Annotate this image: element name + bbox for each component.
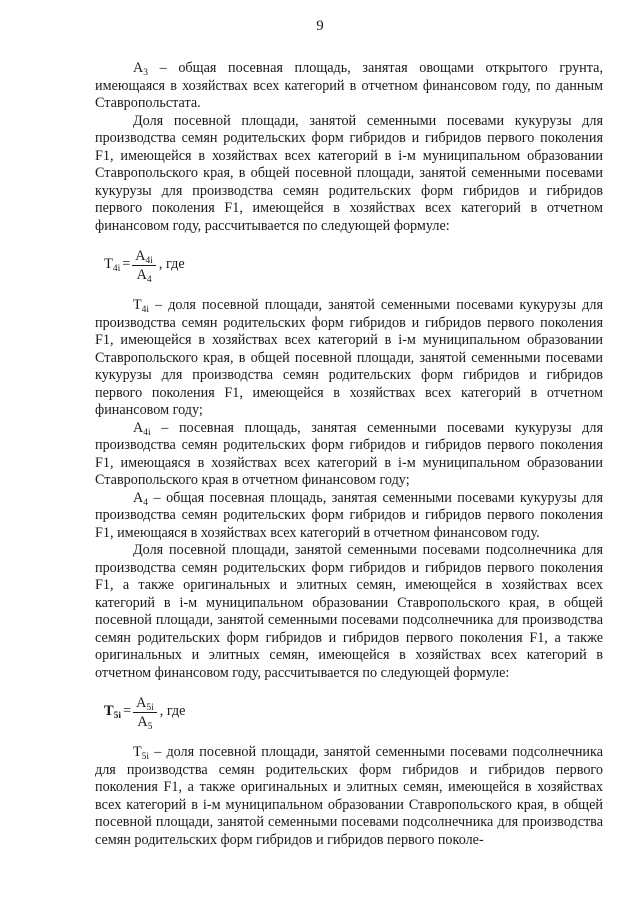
variable-symbol: A: [133, 419, 144, 436]
formula-equals: =: [122, 256, 131, 273]
formula-equals: =: [123, 703, 132, 720]
paragraph: [95, 113, 603, 236]
paragraph: [95, 297, 603, 420]
paragraph-text: – посевная площадь, занятая семенными посевами кукурузы для производства семян родительских форм гибридов и гибридов первого поколения F1, имеющаяся в хозяйствах всех категорий в i-м муниципальном образовании Ставропольского края в отчетном финансовом году;: [95, 419, 603, 488]
numerator-symbol: A: [136, 694, 147, 711]
formula-lhs-symbol: T: [104, 256, 113, 273]
formula-numerator: [133, 695, 157, 713]
formula-numerator: [132, 248, 156, 266]
formula: [95, 241, 603, 289]
formula-lhs: [104, 256, 120, 274]
formula-lhs-subscript: 4i: [112, 264, 121, 275]
formula-lhs: [104, 703, 121, 721]
paragraph-text: – общая посевная площадь, занятая овощами открытого грунта, имеющаяся в хозяйствах всех категорий в отчетном финансовом году, по данным Ставропольстата.: [95, 60, 603, 111]
paragraph: [95, 744, 603, 849]
variable-subscript: 4i: [143, 427, 151, 438]
variable-symbol: A: [133, 489, 144, 506]
formula-denominator: [137, 266, 152, 283]
numerator-symbol: A: [135, 247, 146, 264]
paragraph-text: Доля посевной площади, занятой семенными посевами подсолнечника для производства семян родительских форм гибридов и гибридов первого поколения F1, а также оригинальных и элитных семян, имеющейся в хозяйствах всех категорий в i-м муниципальном образовании Ставропольского края, в общей посевной площади, занятой семенными посевами подсолнечника для производства семян родительских форм гибридов и гибридов первого поколения F1, а также оригинальных и элитных семян, имеющейся в хозяйствах всех категорий в отчетном финансовом году, рассчитывается по следующей формуле:: [95, 542, 603, 681]
variable-subscript: 4i: [141, 305, 150, 315]
denominator-symbol: A: [136, 266, 147, 283]
formula-tail: , где: [159, 703, 186, 720]
formula-lhs-symbol: T: [104, 703, 114, 720]
paragraph-text: – общая посевная площадь, занятая семенными посевами кукурузы для производства семян родительских форм гибридов и гибридов первого поколения F1, имеющаяся в хозяйствах всех категорий в отчетном финансовом году.: [95, 489, 603, 541]
variable-subscript: 3: [143, 68, 148, 78]
variable-symbol: A: [133, 60, 144, 76]
formula-denominator: [137, 713, 152, 730]
numerator-subscript: 4i: [145, 255, 153, 266]
denominator-subscript: 4: [146, 274, 152, 285]
paragraph: [95, 490, 603, 543]
document-body: [95, 60, 603, 849]
formula-fraction: [132, 248, 156, 283]
page-number: 9: [316, 18, 324, 34]
formula-fraction: [133, 695, 157, 730]
numerator-subscript: 5i: [146, 702, 154, 713]
variable-subscript: 5i: [141, 752, 150, 762]
formula: [95, 688, 603, 736]
paragraph: [95, 420, 603, 490]
denominator-symbol: A: [137, 713, 148, 730]
paragraph-text: Доля посевной площади, занятой семенными посевами кукурузы для производства семян родительских форм гибридов и гибридов первого поколения F1, имеющейся в хозяйствах всех категорий в i-м муниципальном образовании Ставропольского края, в общей посевной площади, занятой семенными посевами кукурузы для производства семян родительских форм гибридов и гибридов первого поколения F1, имеющейся в хозяйствах всех категорий в отчетном финансовом году, рассчитывается по следующей формуле:: [95, 112, 603, 234]
variable-symbol: T: [133, 744, 142, 760]
paragraph: [95, 60, 603, 113]
denominator-subscript: 5: [147, 721, 153, 732]
paragraph-text: – доля посевной площади, занятой семенными посевами подсолнечника для производства семян родительских форм гибридов и гибридов первого поколения F1, а также оригинальных и элитных семян, имеющейся в хозяйствах всех категорий в i-м муниципальном образовании Ставропольского края, в общей посевной площади, занятой семенными посевами подсолнечника для производства семян родительских форм гибридов и гибридов первого поколе-: [95, 744, 603, 848]
formula-lhs-subscript: 5i: [113, 711, 122, 722]
formula-tail: , где: [158, 256, 185, 273]
variable-subscript: 4: [143, 497, 148, 508]
variable-symbol: T: [133, 297, 142, 313]
paragraph: [95, 542, 603, 682]
paragraph-text: – доля посевной площади, занятой семенными посевами кукурузы для производства семян родительских форм гибридов и гибридов первого поколения F1, имеющейся в хозяйствах всех категорий в i-м муниципальном образовании Ставропольского края, в общей посевной площади, занятой семенными посевами кукурузы для производства семян родительских форм гибридов и гибридов первого поколения F1, имеющейся в хозяйствах всех категорий в отчетном финансовом году;: [95, 297, 603, 418]
